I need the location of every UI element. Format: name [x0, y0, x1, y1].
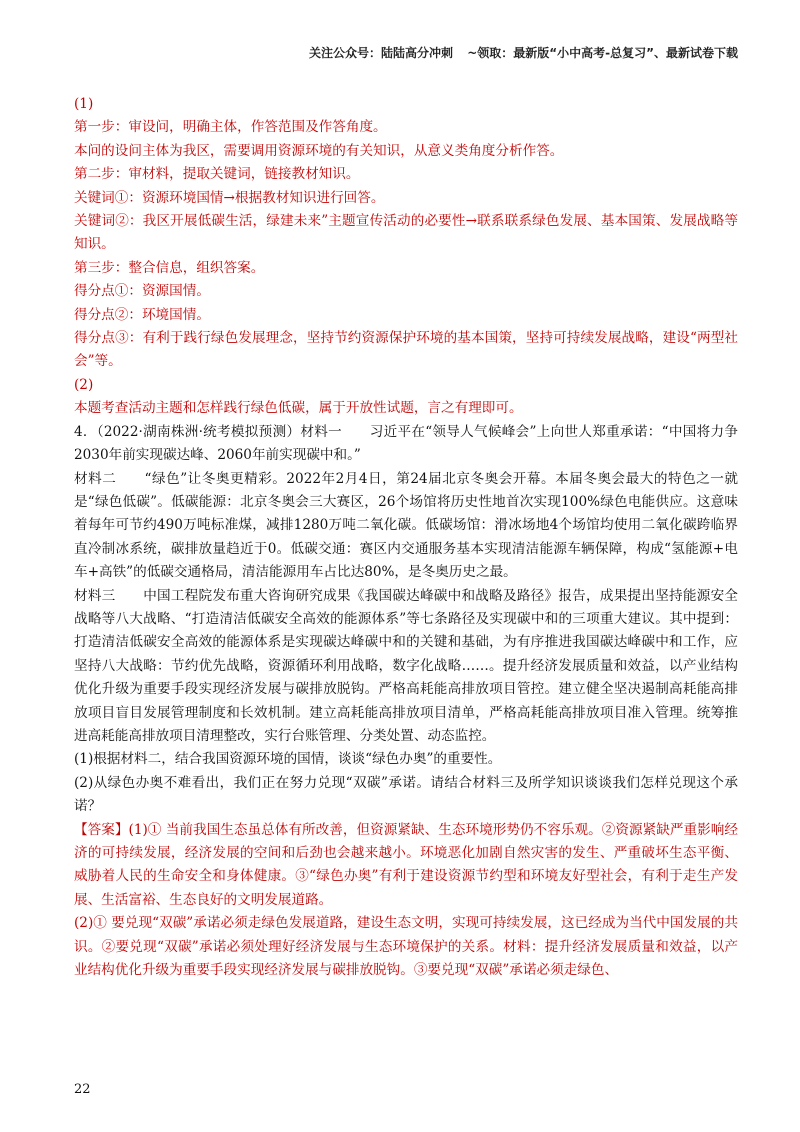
- analysis-line: 得分点③：有利于践行绿色发展理念，坚持节约资源保护环境的基本国策，坚持可持续发展战略，建设“两型社会”等。: [74, 330, 738, 370]
- analysis-line: 第二步：审材料，提取关键词，链接教材知识。: [74, 166, 360, 183]
- answer-part-1-text: (1)① 当前我国生态虽总体有所改善，但资源紧缺、生态环境形势仍不容乐观。②资源紧缺严重影响经济的可持续发展，经济发展的空间和后劲也会越来越小。环境恶化加剧自然灾害的发生、严重破坏生态平衡、威胁着人民的生命安全和身体健康。③“绿色办奥”有利于建设资源节约型和环境友好型社会，有利于走生产发展、生活富裕、生态良好的文明发展道路。: [74, 821, 739, 908]
- material-3: 材料三 中国工程院发布重大咨询研究成果《我国碳达峰碳中和战略及路径》报告，成果提出坚持能源安全战略等八大战略、“打造清洁低碳安全高效的能源体系”等七条路径及实现碳中和的三项重大建议。其中提到：打造清洁低碳安全高效的能源体系是实现碳达峰碳中和的关键和基础，为有序推进我国碳达峰碳中和工作，应坚持八大战略：节约优先战略，资源循环利用战略，数字化战略……。提升经济发展质量和效益，以产业结构优化升级为重要手段实现经济发展与碳排放脱钩。严格高耗能高排放项目管控。建立健全坚决遏制高耗能高排放项目盲目发展管理制度和长效机制。建立高耗能高排放项目清单，严格高耗能高排放项目准入管理。统筹推进高耗能高排放项目清理整改，实行台账管理、分类处置、动态监控。: [74, 587, 738, 744]
- page-header: [309, 44, 738, 61]
- page-number: 22: [74, 1082, 91, 1097]
- header-right-text: ~领取：最新版“小中高考-总复习”、最新试卷下载: [467, 46, 738, 60]
- analysis-line: 关键词②：我区开展低碳生活，绿建未来”主题宣传活动的必要性→联系联系绿色发展、基本国策、发展战略等知识。: [74, 213, 738, 253]
- analysis-line: 第三步：整合信息，组织答案。: [74, 259, 265, 276]
- sub-question-1: (1)根据材料二，结合我国资源环境的国情，谈谈“绿色办奥”的重要性。: [74, 751, 502, 768]
- analysis-line: (2): [74, 376, 94, 393]
- answer-part-2: (2)① 要兑现“双碳”承诺必须走绿色发展道路，建设生态文明，实现可持续发展，这已经成为当代中国发展的共识。②要兑现“双碳”承诺必须处理好经济发展与生态环境保护的关系。材料：提升经济发展质量和效益，以产业结构优化升级为重要手段实现经济发展与碳排放脱钩。③要兑现“双碳”承诺必须走绿色、: [74, 915, 738, 979]
- document-body: [74, 93, 738, 982]
- answer-part-1: [74, 819, 738, 913]
- analysis-line: 本问的设问主体为我区，需要调用资源环境的有关知识，从意义类角度分析作答。: [74, 142, 564, 159]
- analysis-line: 本题考查活动主题和怎样践行绿色低碳，属于开放性试题，言之有理即可。: [74, 400, 523, 417]
- sub-question-2: (2)从绿色办奥不难看出，我们正在努力兑现“双碳”承诺。请结合材料三及所学知识谈谈我们怎样兑现这个承诺？: [74, 774, 738, 815]
- analysis-line: 关键词①：资源环境国情→根据教材知识进行回答。: [74, 189, 385, 206]
- analysis-line: 第一步：审设问，明确主体，作答范围及作答角度。: [74, 119, 387, 136]
- analysis-line: (1): [74, 96, 94, 112]
- analysis-line: 得分点②：环境国情。: [74, 306, 210, 323]
- header-left-text: 关注公众号：陆陆高分冲刺: [308, 46, 453, 60]
- answer-tag: 【答案】: [74, 821, 129, 838]
- material-2: 材料二 “绿色”让冬奥更精彩。2022年2月4日，第24届北京冬奥会开幕。本届冬奥会最大的特色之一就是“绿色低碳”。低碳能源：北京冬奥会三大赛区，26个场馆将历史性地首次实现100%绿色电能供应。这意味着每年可节约490万吨标准煤，减排1280万吨二氧化碳。低碳场馆：滑冰场地4个场馆均使用二氧化碳跨临界直冷制冰系统，碳排放量趋近于0。低碳交通：赛区内交通服务基本实现清洁能源车辆保障，构成“氢能源+电车+高铁”的低碳交通格局，清洁能源用车占比达80%，是冬奥历史之最。: [74, 470, 738, 581]
- analysis-line: 得分点①：资源国情。: [74, 283, 210, 300]
- question-4-intro: 4．（2022·湖南株洲·统考模拟预测）材料一 习近平在“领导人气候峰会”上向世人郑重承诺：“中国将力争2030年前实现碳达峰、2060年前实现碳中和。”: [74, 423, 738, 464]
